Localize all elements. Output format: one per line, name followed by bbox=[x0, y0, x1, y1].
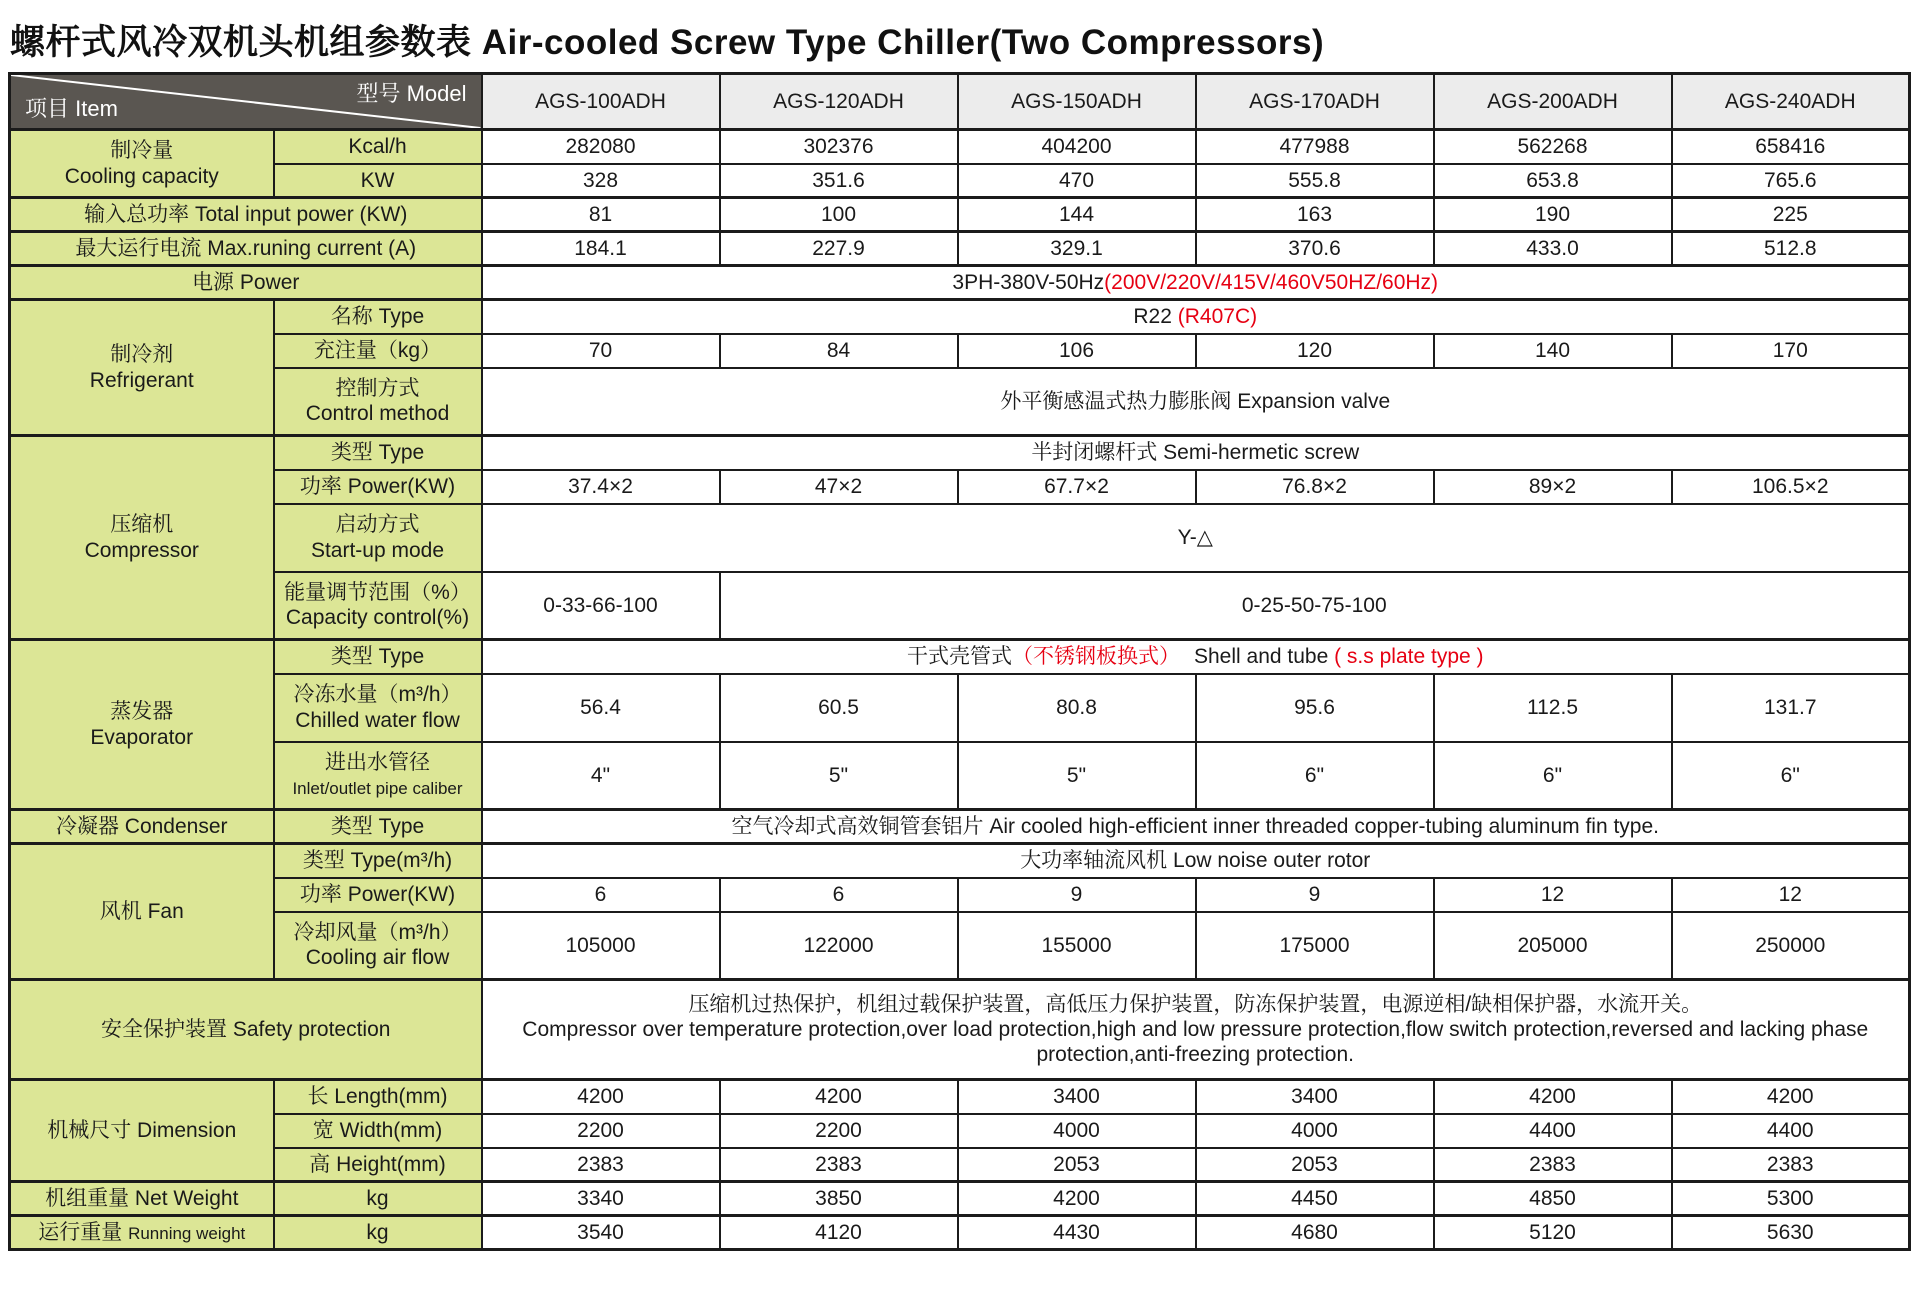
label-en: Running weight bbox=[128, 1223, 246, 1243]
table-cell: 4120 bbox=[720, 1216, 958, 1250]
row-chilled-water-flow bbox=[10, 674, 1910, 742]
refrigerant-name-red: (R407C) bbox=[1177, 305, 1258, 329]
table-cell: 140 bbox=[1434, 334, 1672, 368]
row-cooling-kcal bbox=[10, 130, 1910, 164]
row-running-weight bbox=[10, 1216, 1910, 1250]
table-cell: 5630 bbox=[1672, 1216, 1910, 1250]
table-cell: 131.7 bbox=[1672, 674, 1910, 742]
table-cell: 328 bbox=[482, 164, 720, 198]
sub-label-cooling-air-flow bbox=[274, 912, 482, 980]
group-label-en: Refrigerant bbox=[89, 368, 194, 392]
sub-label-condenser-type: 类型 Type bbox=[274, 810, 482, 844]
table-cell: 106 bbox=[958, 334, 1196, 368]
table-cell: 106.5×2 bbox=[1672, 470, 1910, 504]
sub-label-zh: 能量调节范围（%） bbox=[284, 581, 471, 605]
control-method-value: 外平衡感温式热力膨胀阀 Expansion valve bbox=[482, 368, 1910, 436]
table-cell: 80.8 bbox=[958, 674, 1196, 742]
row-evaporator-type bbox=[10, 640, 1910, 674]
sub-label-control-method bbox=[274, 368, 482, 436]
sub-label-height: 高 Height(mm) bbox=[274, 1148, 482, 1182]
table-cell: 12 bbox=[1434, 878, 1672, 912]
model-column-header: AGS-150ADH bbox=[958, 74, 1196, 130]
table-cell: 351.6 bbox=[720, 164, 958, 198]
safety-line-zh: 压缩机过热保护，机组过载保护装置，高低压力保护装置，防冻保护装置，电源逆相/缺相保护器，水流开关。 bbox=[688, 992, 1703, 1016]
row-safety-protection bbox=[10, 980, 1910, 1080]
sub-label-pipe-caliber bbox=[274, 742, 482, 810]
table-cell: 84 bbox=[720, 334, 958, 368]
table-cell: 2053 bbox=[1196, 1148, 1434, 1182]
table-cell: 765.6 bbox=[1672, 164, 1910, 198]
sub-label-zh: 进出水管径 bbox=[325, 751, 430, 775]
row-fan-power bbox=[10, 878, 1910, 912]
group-label-cooling bbox=[10, 130, 274, 198]
sub-label-length: 长 Length(mm) bbox=[274, 1080, 482, 1114]
table-cell: 3540 bbox=[482, 1216, 720, 1250]
row-compressor-type bbox=[10, 436, 1910, 470]
sub-label-kcal: Kcal/h bbox=[274, 130, 482, 164]
label-zh: 运行重量 bbox=[38, 1220, 123, 1244]
table-cell: 477988 bbox=[1196, 130, 1434, 164]
table-cell: 5" bbox=[720, 742, 958, 810]
table-cell: 3400 bbox=[1196, 1080, 1434, 1114]
unit-running-weight: kg bbox=[274, 1216, 482, 1250]
sub-label-zh: 冷冻水量（m³/h） bbox=[293, 683, 462, 707]
row-capacity-control bbox=[10, 572, 1910, 640]
row-power-supply bbox=[10, 266, 1910, 300]
sub-label-chilled-water-flow bbox=[274, 674, 482, 742]
table-cell: 81 bbox=[482, 198, 720, 232]
table-cell: 144 bbox=[958, 198, 1196, 232]
table-cell: 6 bbox=[482, 878, 720, 912]
power-supply-black: 3PH-380V-50Hz bbox=[952, 270, 1105, 294]
table-cell: 6" bbox=[1434, 742, 1672, 810]
table-cell: 433.0 bbox=[1434, 232, 1672, 266]
evap-type-en-red: ( s.s plate type ) bbox=[1334, 645, 1484, 669]
sub-label-en: Inlet/outlet pipe caliber bbox=[292, 779, 463, 799]
sub-label-startup-mode bbox=[274, 504, 482, 572]
model-column-header: AGS-120ADH bbox=[720, 74, 958, 130]
row-startup-mode bbox=[10, 504, 1910, 572]
fan-type-value: 大功率轴流风机 Low noise outer rotor bbox=[482, 844, 1910, 878]
table-cell: 89×2 bbox=[1434, 470, 1672, 504]
group-label-zh: 制冷量 bbox=[110, 139, 174, 163]
evap-type-en-black: Shell and tube bbox=[1193, 645, 1329, 669]
table-cell: 100 bbox=[720, 198, 958, 232]
sub-label-kw: KW bbox=[274, 164, 482, 198]
capacity-control-first: 0-33-66-100 bbox=[482, 572, 720, 640]
group-label-compressor bbox=[10, 436, 274, 640]
table-cell: 227.9 bbox=[720, 232, 958, 266]
row-cooling-kw bbox=[10, 164, 1910, 198]
table-cell: 3400 bbox=[958, 1080, 1196, 1114]
table-cell: 12 bbox=[1672, 878, 1910, 912]
sub-label-en: Capacity control(%) bbox=[285, 606, 470, 630]
model-column-header: AGS-170ADH bbox=[1196, 74, 1434, 130]
table-cell: 4400 bbox=[1434, 1114, 1672, 1148]
evap-type-zh-black: 干式壳管式 bbox=[906, 645, 1012, 669]
row-net-weight bbox=[10, 1182, 1910, 1216]
table-cell: 163 bbox=[1196, 198, 1434, 232]
model-column-header: AGS-100ADH bbox=[482, 74, 720, 130]
group-label-zh: 压缩机 bbox=[110, 513, 174, 537]
table-cell: 329.1 bbox=[958, 232, 1196, 266]
table-cell: 4" bbox=[482, 742, 720, 810]
label-power-supply: 电源 Power bbox=[10, 266, 482, 300]
table-cell: 9 bbox=[958, 878, 1196, 912]
table-cell: 658416 bbox=[1672, 130, 1910, 164]
sub-label-charge: 充注量（kg） bbox=[274, 334, 482, 368]
table-cell: 2383 bbox=[482, 1148, 720, 1182]
group-label-en: Cooling capacity bbox=[64, 164, 219, 188]
table-cell: 5120 bbox=[1434, 1216, 1672, 1250]
table-cell: 105000 bbox=[482, 912, 720, 980]
table-cell: 470 bbox=[958, 164, 1196, 198]
label-net-weight bbox=[10, 1182, 274, 1216]
sub-label-zh: 控制方式 bbox=[335, 377, 420, 401]
table-cell: 3850 bbox=[720, 1182, 958, 1216]
table-cell: 4850 bbox=[1434, 1182, 1672, 1216]
table-cell: 5300 bbox=[1672, 1182, 1910, 1216]
table-cell: 653.8 bbox=[1434, 164, 1672, 198]
evap-type-zh-red: （不锈钢板换式） bbox=[1011, 645, 1180, 669]
row-length bbox=[10, 1080, 1910, 1114]
sub-label-en: Control method bbox=[305, 402, 450, 426]
sub-label-width: 宽 Width(mm) bbox=[274, 1114, 482, 1148]
row-max-current bbox=[10, 232, 1910, 266]
safety-line-en: Compressor over temperature protection,over load protection,high and low pressure protection,flow switch protection,reversed and lacking phase protection,anti-freezing protection. bbox=[522, 1017, 1869, 1067]
row-cooling-air-flow bbox=[10, 912, 1910, 980]
table-cell: 4200 bbox=[720, 1080, 958, 1114]
table-cell: 184.1 bbox=[482, 232, 720, 266]
table-cell: 2383 bbox=[720, 1148, 958, 1182]
table-cell: 76.8×2 bbox=[1196, 470, 1434, 504]
sub-label-refrigerant-name: 名称 Type bbox=[274, 300, 482, 334]
table-cell: 404200 bbox=[958, 130, 1196, 164]
table-cell: 4200 bbox=[1672, 1080, 1910, 1114]
sub-label-en: Start-up mode bbox=[310, 538, 445, 562]
sub-label-en: Chilled water flow bbox=[295, 708, 460, 732]
group-label-condenser: 冷凝器 Condenser bbox=[10, 810, 274, 844]
table-cell: 120 bbox=[1196, 334, 1434, 368]
table-cell: 155000 bbox=[958, 912, 1196, 980]
evaporator-type-value bbox=[482, 640, 1910, 674]
row-width bbox=[10, 1114, 1910, 1148]
group-label-dimension: 机械尺寸 Dimension bbox=[10, 1080, 274, 1182]
table-cell: 2053 bbox=[958, 1148, 1196, 1182]
table-cell: 205000 bbox=[1434, 912, 1672, 980]
group-label-zh: 制冷剂 bbox=[110, 343, 174, 367]
table-cell: 190 bbox=[1434, 198, 1672, 232]
model-header-label: 型号 Model bbox=[356, 81, 467, 106]
label-safety-protection: 安全保护装置 Safety protection bbox=[10, 980, 482, 1080]
group-label-refrigerant bbox=[10, 300, 274, 436]
row-refrigerant-charge bbox=[10, 334, 1910, 368]
group-label-en: Compressor bbox=[84, 538, 199, 562]
table-cell: 4000 bbox=[958, 1114, 1196, 1148]
unit-net-weight: kg bbox=[274, 1182, 482, 1216]
page-title: 螺杆式风冷双机头机组参数表 Air-cooled Screw Type Chiller(Two Compressors) bbox=[10, 23, 1325, 62]
row-compressor-power bbox=[10, 470, 1910, 504]
sub-label-fan-power: 功率 Power(KW) bbox=[274, 878, 482, 912]
table-cell: 4200 bbox=[1434, 1080, 1672, 1114]
label-max-current: 最大运行电流 Max.runing current (A) bbox=[10, 232, 482, 266]
power-supply-red: (200V/220V/415V/460V50HZ/60Hz) bbox=[1104, 270, 1439, 294]
group-label-evaporator bbox=[10, 640, 274, 810]
table-cell: 562268 bbox=[1434, 130, 1672, 164]
model-column-header: AGS-240ADH bbox=[1672, 74, 1910, 130]
sub-label-capacity-control bbox=[274, 572, 482, 640]
table-cell: 4450 bbox=[1196, 1182, 1434, 1216]
table-cell: 370.6 bbox=[1196, 232, 1434, 266]
table-cell: 112.5 bbox=[1434, 674, 1672, 742]
capacity-control-rest: 0-25-50-75-100 bbox=[720, 572, 1910, 640]
table-cell: 70 bbox=[482, 334, 720, 368]
label-en: Net Weight bbox=[134, 1186, 239, 1210]
table-cell: 4000 bbox=[1196, 1114, 1434, 1148]
table-cell: 4200 bbox=[482, 1080, 720, 1114]
table-cell: 170 bbox=[1672, 334, 1910, 368]
table-cell: 122000 bbox=[720, 912, 958, 980]
label-zh: 机组重量 bbox=[45, 1186, 130, 1210]
table-cell: 6" bbox=[1196, 742, 1434, 810]
table-cell: 225 bbox=[1672, 198, 1910, 232]
sub-label-fan-type: 类型 Type(m³/h) bbox=[274, 844, 482, 878]
sub-label-zh: 启动方式 bbox=[335, 513, 420, 537]
row-pipe-caliber bbox=[10, 742, 1910, 810]
label-running-weight bbox=[10, 1216, 274, 1250]
startup-mode-value: Y-△ bbox=[482, 504, 1910, 572]
table-cell: 6 bbox=[720, 878, 958, 912]
power-supply-value bbox=[482, 266, 1910, 300]
sub-label-zh: 冷却风量（m³/h） bbox=[293, 921, 462, 945]
table-cell: 9 bbox=[1196, 878, 1434, 912]
item-header-label: 项目 Item bbox=[25, 95, 118, 121]
table-cell: 60.5 bbox=[720, 674, 958, 742]
table-cell: 5" bbox=[958, 742, 1196, 810]
table-cell: 2383 bbox=[1434, 1148, 1672, 1182]
table-cell: 2200 bbox=[482, 1114, 720, 1148]
group-label-zh: 蒸发器 bbox=[110, 700, 174, 724]
table-cell: 95.6 bbox=[1196, 674, 1434, 742]
header-row bbox=[10, 74, 1910, 130]
refrigerant-name-value bbox=[482, 300, 1910, 334]
table-cell: 4430 bbox=[958, 1216, 1196, 1250]
table-cell: 302376 bbox=[720, 130, 958, 164]
compressor-type-value: 半封闭螺杆式 Semi-hermetic screw bbox=[482, 436, 1910, 470]
safety-protection-value bbox=[482, 980, 1910, 1080]
row-fan-type bbox=[10, 844, 1910, 878]
label-total-input-power: 输入总功率 Total input power (KW) bbox=[10, 198, 482, 232]
table-cell: 512.8 bbox=[1672, 232, 1910, 266]
group-label-en: Evaporator bbox=[90, 725, 194, 749]
table-cell: 4200 bbox=[958, 1182, 1196, 1216]
row-height bbox=[10, 1148, 1910, 1182]
sub-label-compressor-power: 功率 Power(KW) bbox=[274, 470, 482, 504]
table-cell: 2200 bbox=[720, 1114, 958, 1148]
table-cell: 2383 bbox=[1672, 1148, 1910, 1182]
model-column-header: AGS-200ADH bbox=[1434, 74, 1672, 130]
sub-label-compressor-type: 类型 Type bbox=[274, 436, 482, 470]
table-cell: 37.4×2 bbox=[482, 470, 720, 504]
corner-header-cell bbox=[10, 74, 482, 130]
table-cell: 3340 bbox=[482, 1182, 720, 1216]
sub-label-en: Cooling air flow bbox=[305, 946, 450, 970]
row-refrigerant-name bbox=[10, 300, 1910, 334]
table-cell: 56.4 bbox=[482, 674, 720, 742]
row-total-input-power bbox=[10, 198, 1910, 232]
table-cell: 6" bbox=[1672, 742, 1910, 810]
sub-label-evaporator-type: 类型 Type bbox=[274, 640, 482, 674]
table-cell: 4680 bbox=[1196, 1216, 1434, 1250]
group-label-fan: 风机 Fan bbox=[10, 844, 274, 980]
table-cell: 67.7×2 bbox=[958, 470, 1196, 504]
condenser-type-value: 空气冷却式高效铜管套铝片 Air cooled high-efficient inner threaded copper-tubing aluminum fin type. bbox=[482, 810, 1910, 844]
table-cell: 47×2 bbox=[720, 470, 958, 504]
table-cell: 555.8 bbox=[1196, 164, 1434, 198]
row-refrigerant-control bbox=[10, 368, 1910, 436]
table-cell: 175000 bbox=[1196, 912, 1434, 980]
table-cell: 250000 bbox=[1672, 912, 1910, 980]
row-condenser bbox=[10, 810, 1910, 844]
refrigerant-name-black: R22 bbox=[1133, 305, 1178, 329]
table-cell: 282080 bbox=[482, 130, 720, 164]
spec-table bbox=[8, 72, 1911, 1251]
table-cell: 4400 bbox=[1672, 1114, 1910, 1148]
